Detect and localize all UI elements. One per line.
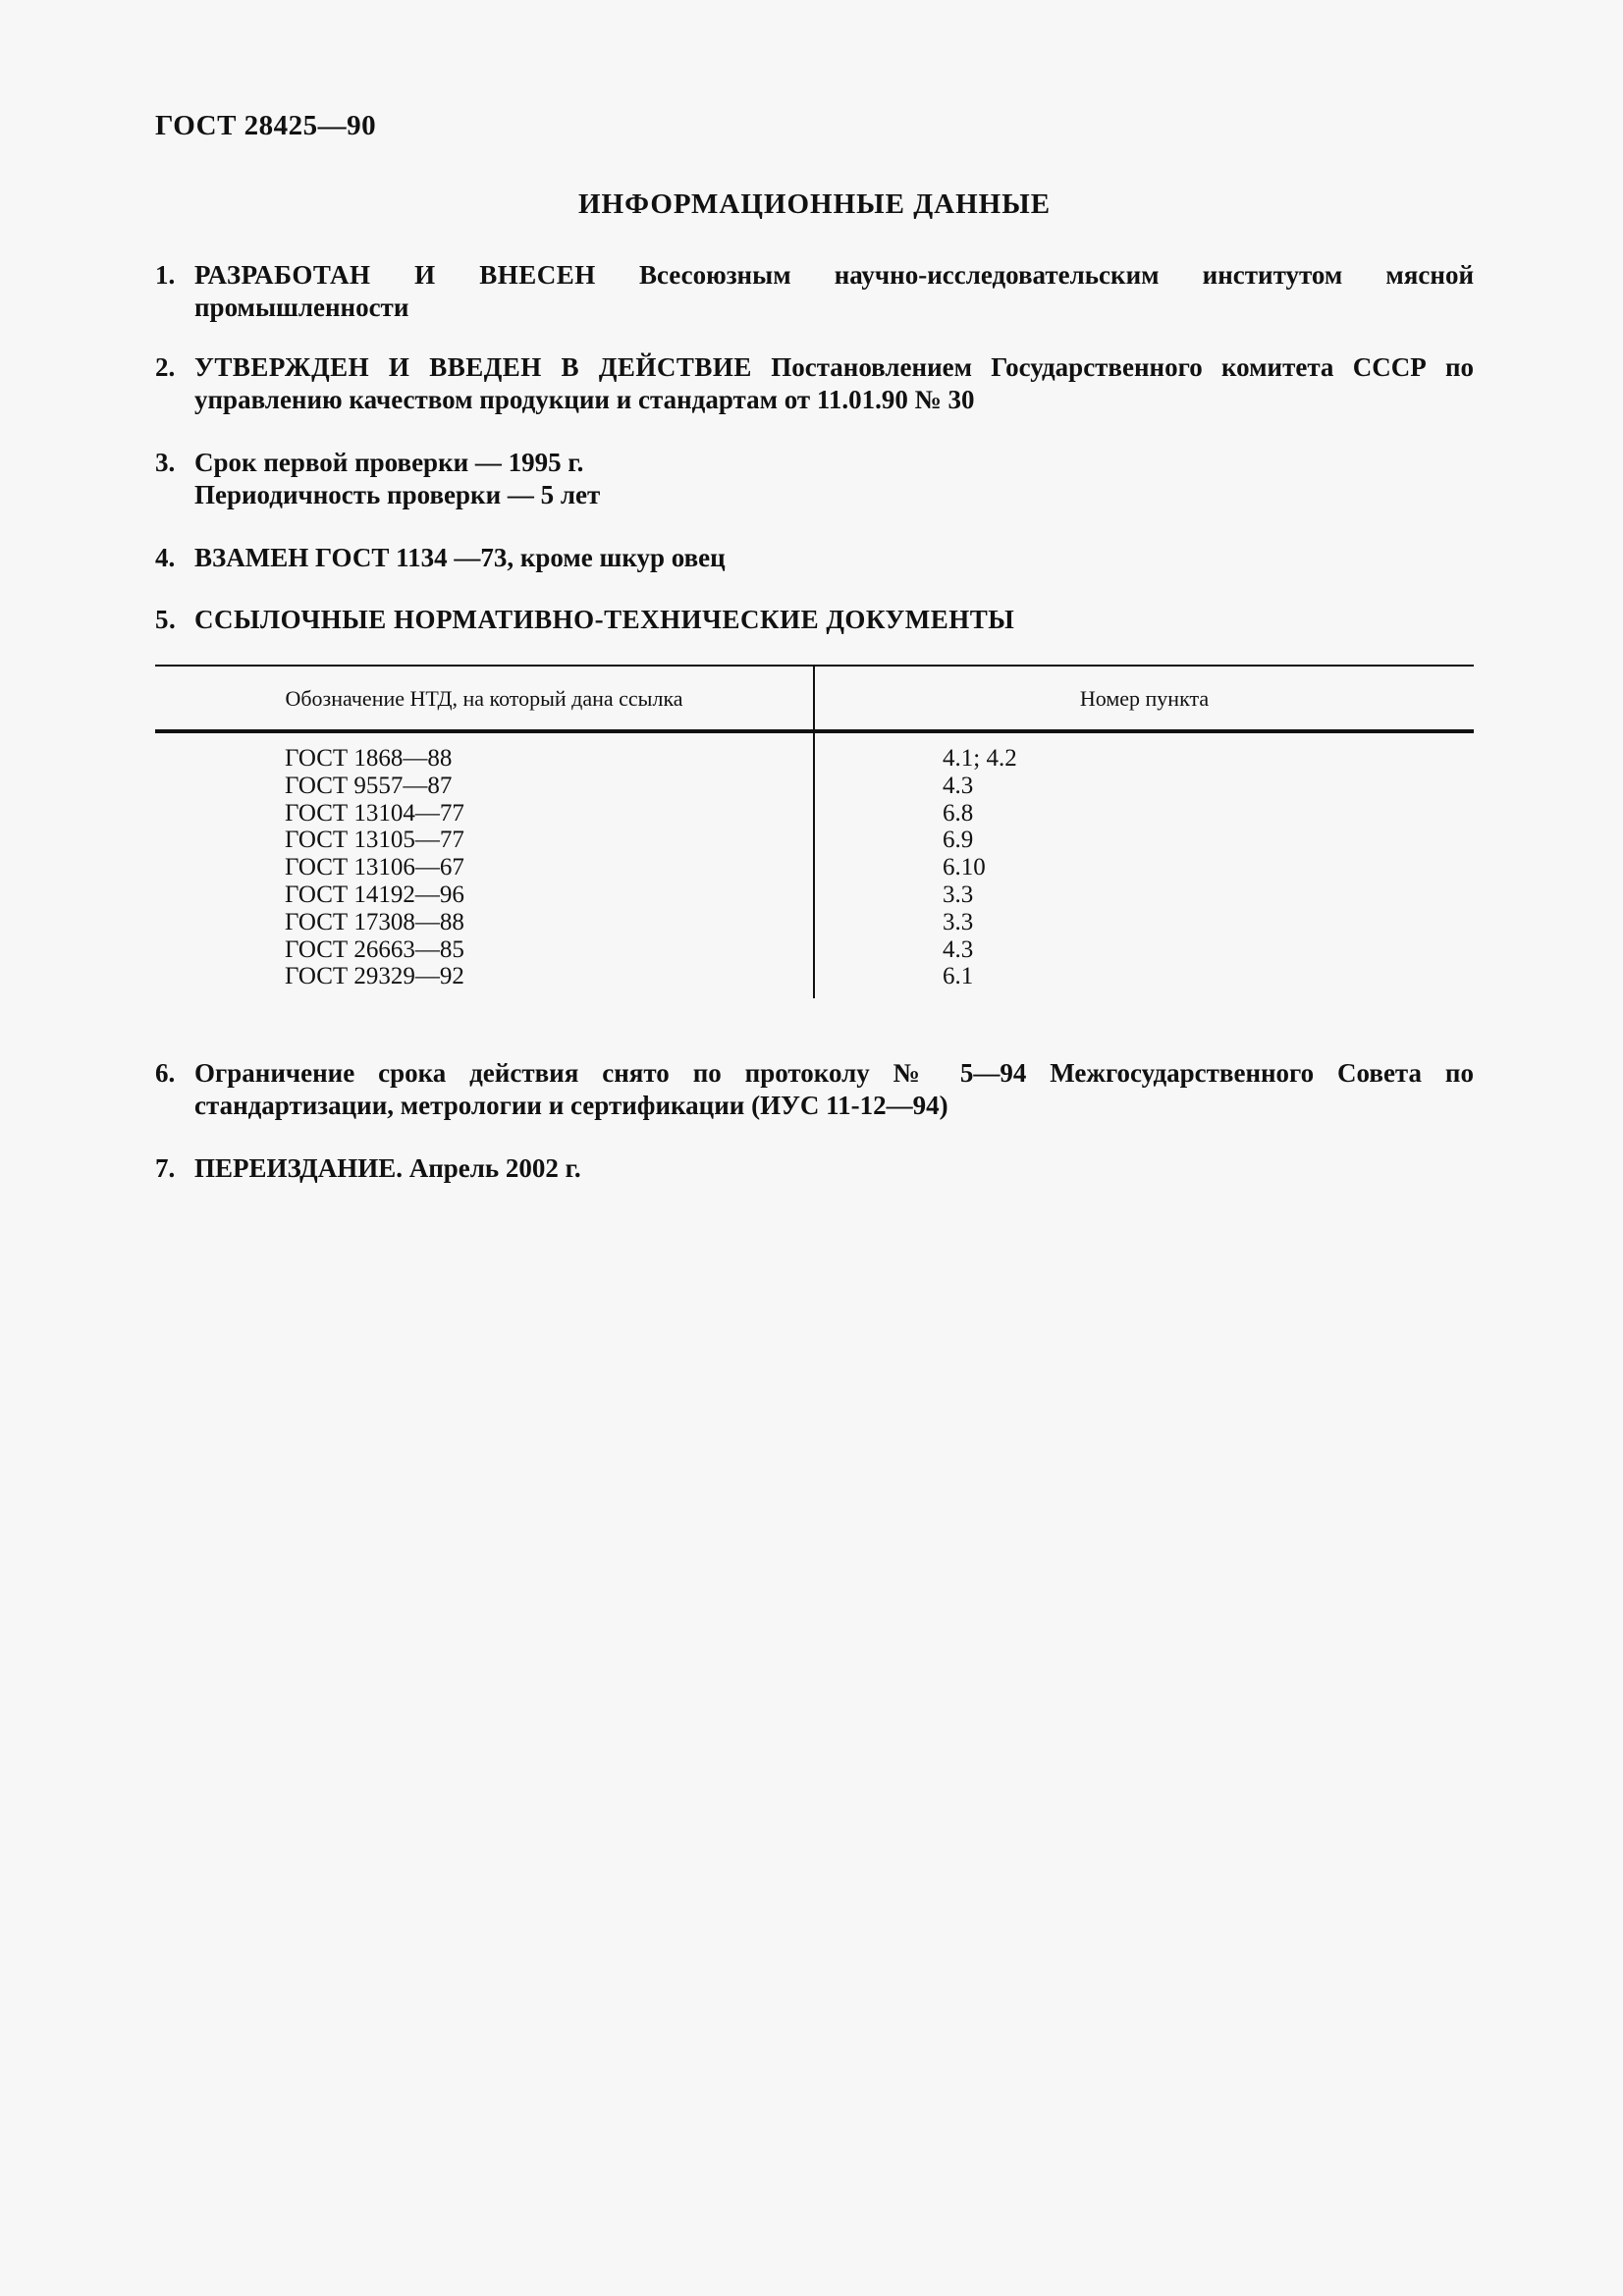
table-cell-clause: 3.3	[943, 881, 974, 908]
item-text: ВЗАМЕН ГОСТ 1134 —73, кроме шкур овец	[194, 543, 726, 572]
designation-column	[285, 745, 464, 990]
table-column-divider	[813, 665, 815, 998]
item-text: ССЫЛОЧНЫЕ НОРМАТИВНО-ТЕХНИЧЕСКИЕ ДОКУМЕНТЫ	[194, 605, 1015, 634]
table-cell-designation: ГОСТ 14192—96	[285, 881, 464, 908]
table-cell-designation: ГОСТ 26663—85	[285, 935, 464, 963]
page-title: ИНФОРМАЦИОННЫЕ ДАННЫЕ	[577, 188, 1052, 220]
item-number: 4.	[155, 543, 176, 572]
table-cell-designation: ГОСТ 17308—88	[285, 908, 464, 935]
item-text: Всесоюзным научно-исследовательским институтом мясной промышленности	[194, 260, 1475, 322]
table-header-clause: Номер пункта	[1079, 686, 1210, 711]
item-lead: РАЗРАБОТАН И ВНЕСЕН	[194, 260, 596, 290]
item-body	[194, 259, 1474, 324]
item-body	[194, 447, 1474, 511]
table-cell-designation: ГОСТ 1868—88	[285, 745, 453, 772]
item-number: 5.	[155, 605, 177, 634]
info-item-references	[155, 604, 1474, 636]
item-lead: УТВЕРЖДЕН И ВВЕДЕН В ДЕЙСТВИЕ	[194, 352, 752, 382]
reference-table	[155, 665, 1474, 998]
table-cell-clause: 6.1	[943, 963, 974, 990]
info-item-approved	[155, 351, 1474, 416]
table-cell-designation: ГОСТ 13106—67	[285, 854, 464, 881]
table-cell-designation: ГОСТ 29329—92	[285, 963, 464, 990]
item-number: 7.	[155, 1153, 176, 1183]
info-item-review	[155, 447, 1474, 511]
item-text: Постановлением Государственного комитета СССР по управлению качеством продукции и стандартам от 11.01.90 № 30	[194, 352, 1475, 414]
item-body	[194, 351, 1474, 416]
item-number: 6.	[155, 1058, 176, 1088]
info-item-developed	[155, 259, 1474, 324]
first-review-date: Срок первой проверки — 1995 г.	[194, 448, 584, 477]
table-cell-clause: 4.3	[943, 772, 974, 799]
info-item-validity	[155, 1057, 1474, 1122]
item-number: 2.	[155, 352, 176, 382]
table-cell-designation: ГОСТ 13104—77	[285, 799, 464, 827]
item-number: 3.	[155, 448, 176, 477]
table-cell-clause: 6.9	[943, 827, 974, 854]
table-cell-clause: 3.3	[943, 908, 974, 935]
document-code: ГОСТ 28425—90	[155, 110, 377, 141]
info-item-replaces	[155, 542, 1474, 574]
item-text: Ограничение срока действия снято по протоколу № 5—94 Межгосударственного Совета по стандартизации, метрологии и сертификации (ИУС 11-12—94)	[194, 1058, 1474, 1120]
table-cell-clause: 4.3	[943, 935, 974, 963]
table-cell-clause: 4.1; 4.2	[943, 745, 1017, 772]
item-text: ПЕРЕИЗДАНИЕ. Апрель 2002 г.	[194, 1153, 581, 1183]
table-cell-designation: ГОСТ 13105—77	[285, 827, 464, 854]
table-header-designation: Обозначение НТД, на который дана ссылка	[285, 686, 683, 711]
table-cell-clause: 6.10	[943, 854, 986, 881]
table-cell-clause: 6.8	[943, 799, 974, 827]
table-cell-designation: ГОСТ 9557—87	[285, 772, 453, 799]
review-periodicity: Периодичность проверки — 5 лет	[194, 480, 601, 509]
item-number: 1.	[155, 260, 176, 290]
info-item-reissue	[155, 1152, 1474, 1185]
clause-column	[943, 745, 1017, 990]
